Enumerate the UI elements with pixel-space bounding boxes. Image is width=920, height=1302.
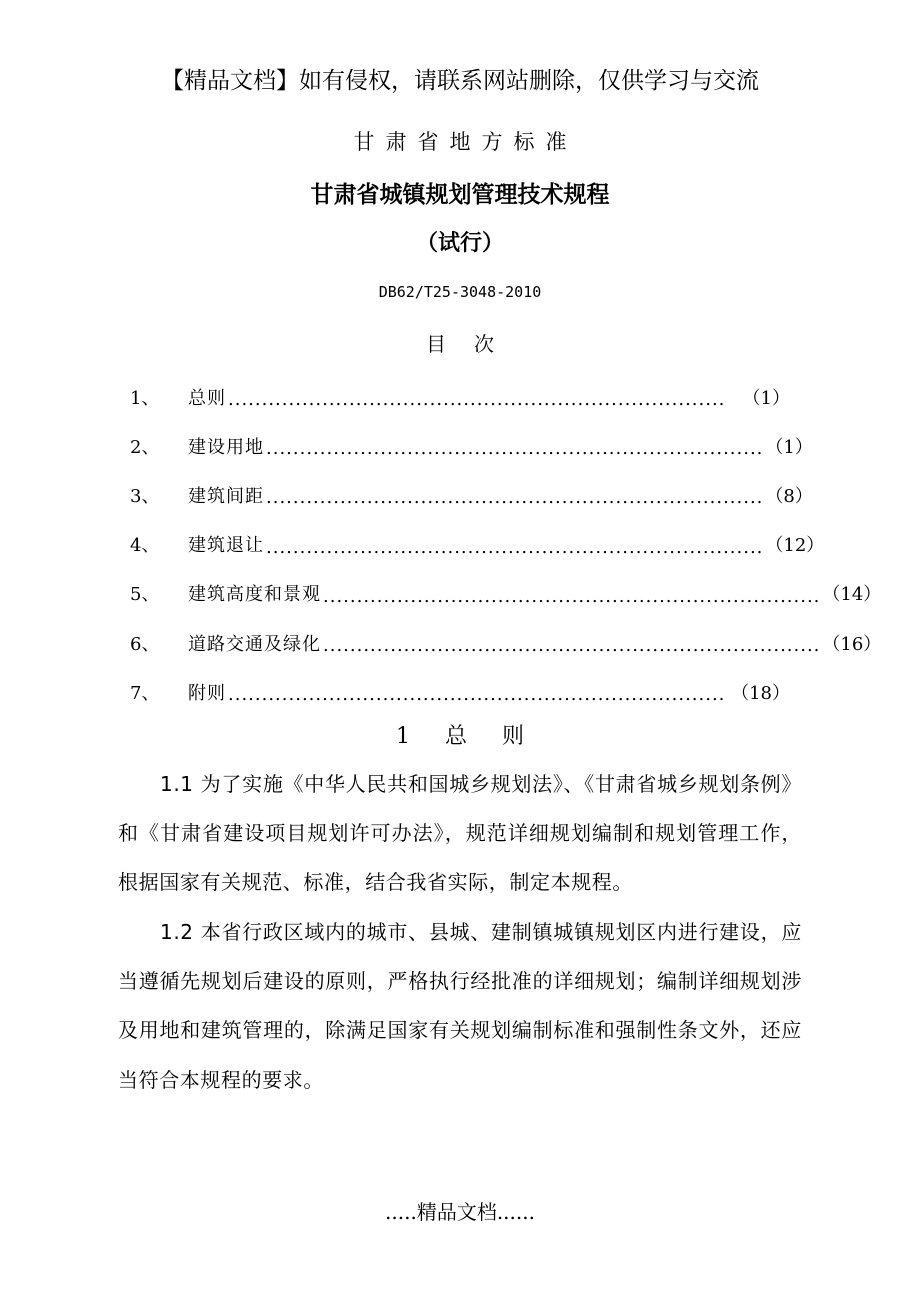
toc-leader-dots: ..........................................................................: [266, 438, 764, 460]
toc-entry[interactable]: [130, 470, 813, 519]
toc-leader-dots: ..........................................................................: [266, 487, 764, 509]
toc-entry-number: 2、: [130, 436, 160, 458]
clause-text: 为了实施《中华人民共和国城乡规划法》、《甘肃省城乡规划条例》和《甘肃省建设项目规划许可办法》，规范详细规划编制和规划管理工作，根据国家有关规范、标准，结合我省实际，制定本规程。: [118, 772, 802, 895]
page-footer: .....精品文档......: [385, 1200, 535, 1224]
toc-entry-title: 建筑高度和景观: [188, 584, 321, 606]
toc-entry-number: 1、: [130, 387, 160, 409]
toc-entry-title: 附则: [188, 682, 226, 704]
toc-leader-dots: ..........................................................................: [228, 389, 726, 411]
clause-text: 本省行政区域内的城市、县城、建制镇城镇规划区内进行建设，应当遵循先规划后建设的原则，严格执行经批准的详细规划；编制详细规划涉及用地和建筑管理的，除满足国家有关规划编制标准和强制性条文外，还应当符合本规程的要求。: [118, 920, 802, 1092]
clause-number: 1.1: [160, 772, 194, 796]
toc-entry-title: 建筑间距: [188, 485, 264, 507]
toc-entry-page: （12）: [765, 535, 825, 557]
toc-entry-page: （18）: [731, 682, 790, 704]
toc-entry-title: 建筑退让: [188, 535, 264, 557]
section-heading: 1 总 则: [396, 724, 538, 749]
toc-entry-page: （1）: [742, 387, 790, 409]
toc-leader-dots: ..........................................................................: [266, 536, 764, 558]
toc-entry-number: 5、: [130, 584, 160, 606]
toc-leader-dots: ..........................................................................: [323, 585, 821, 607]
toc-entry-title: 总则: [188, 387, 226, 409]
toc-leader-dots: ..........................................................................: [323, 635, 821, 657]
toc-heading: 目次: [426, 332, 522, 356]
toc-entry-title: 建设用地: [188, 436, 264, 458]
toc-entry-title: 道路交通及绿化: [188, 633, 321, 655]
document-title: 甘肃省城镇规划管理技术规程: [310, 182, 610, 208]
toc-entry-page: （16）: [822, 633, 882, 655]
table-of-contents: [130, 372, 882, 716]
clause-paragraph: [118, 908, 802, 1105]
clause-paragraph: [118, 760, 802, 908]
toc-entry[interactable]: [130, 569, 882, 618]
toc-entry-number: 4、: [130, 535, 160, 557]
toc-entry-number: 3、: [130, 485, 160, 507]
clause-number: 1.2: [160, 920, 194, 944]
toc-entry-number: 6、: [130, 633, 160, 655]
toc-entry[interactable]: [130, 421, 813, 470]
toc-entry[interactable]: [130, 667, 790, 716]
toc-entry[interactable]: [130, 618, 882, 667]
toc-entry[interactable]: [130, 520, 825, 569]
toc-leader-dots: ..........................................................................: [228, 684, 726, 706]
toc-entry[interactable]: [130, 372, 790, 421]
document-code: DB62/T25-3048-2010: [378, 283, 542, 301]
toc-entry-page: （8）: [765, 485, 813, 507]
toc-entry-number: 7、: [130, 682, 160, 704]
copyright-banner: 【精品文档】如有侵权，请联系网站删除，仅供学习与交流: [161, 68, 759, 94]
toc-entry-page: （14）: [822, 584, 882, 606]
document-subtitle: （试行）: [415, 231, 504, 256]
standard-label: 甘肃省地方标准: [353, 130, 578, 154]
toc-entry-page: （1）: [765, 436, 813, 458]
